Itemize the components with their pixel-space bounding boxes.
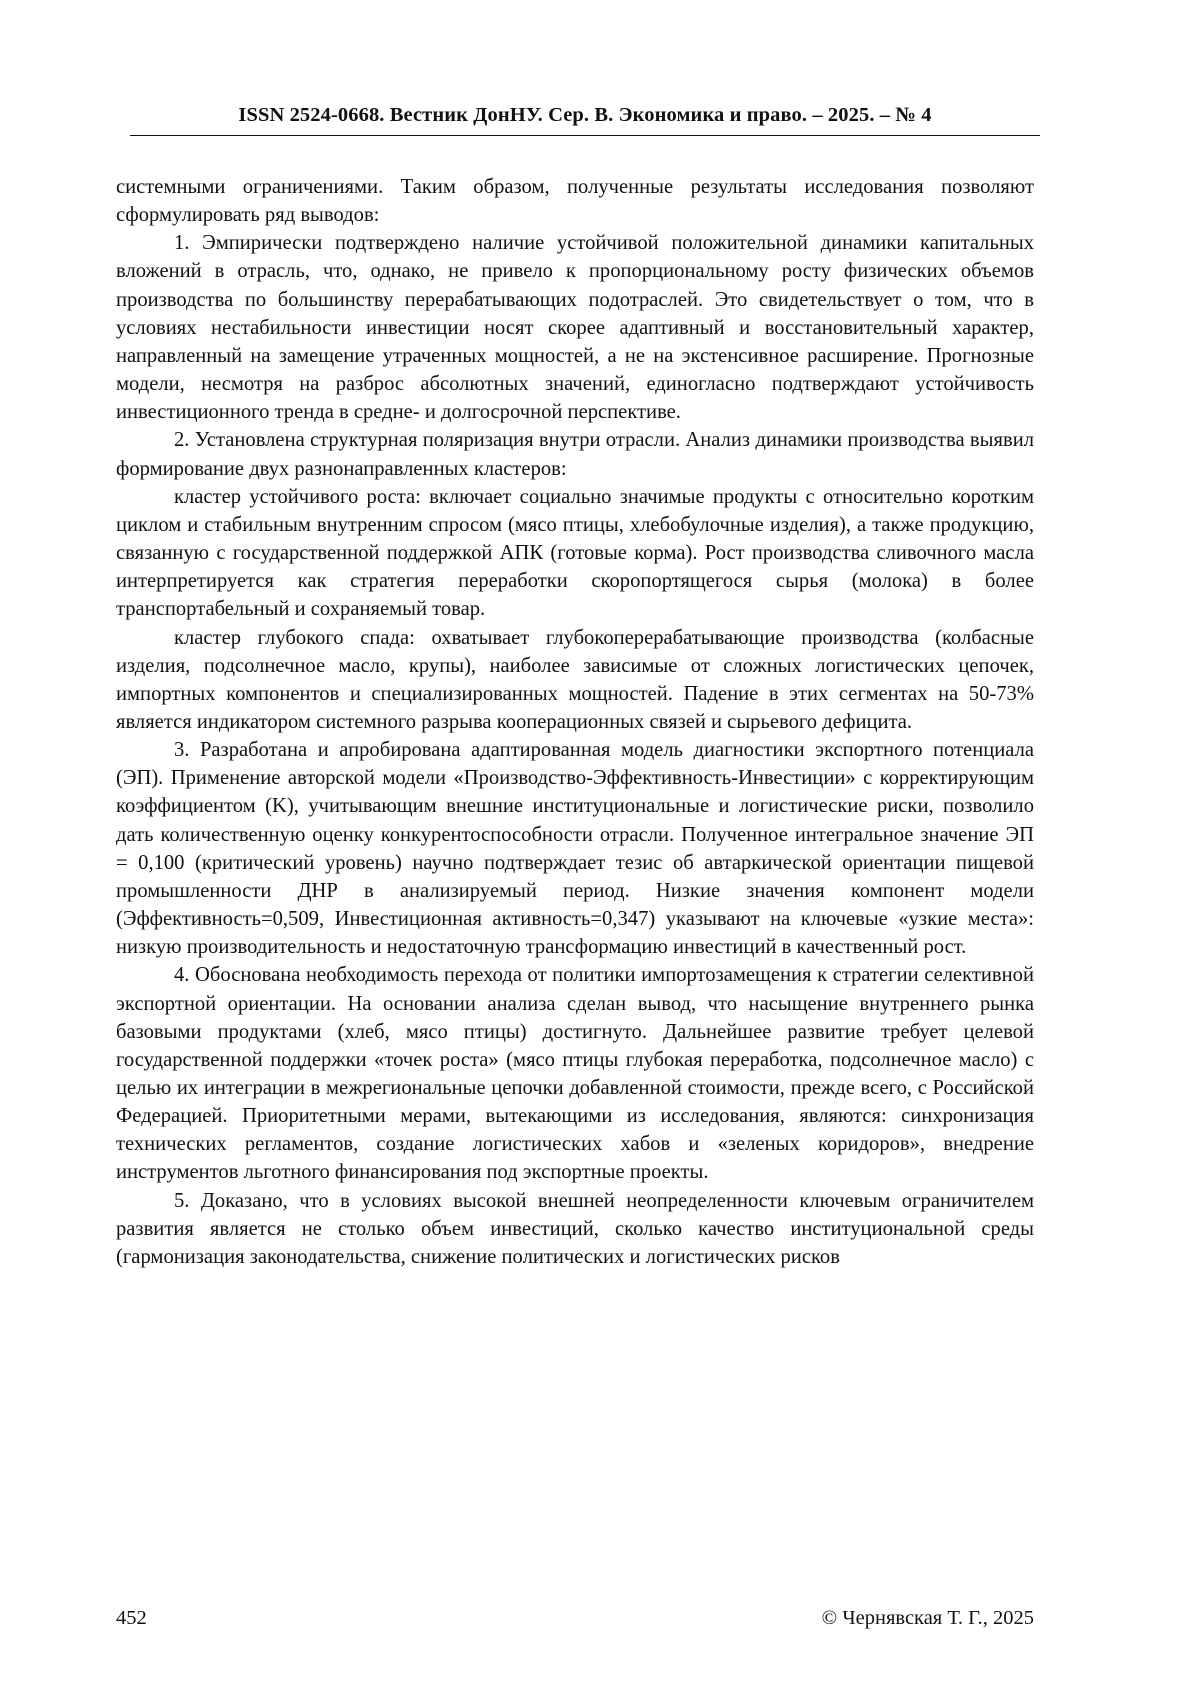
paragraph-conclusion-1: 1. Эмпирически подтверждено наличие устойчивой положительной динамики капитальных вложений в отрасль, что, однако, не привело к пропорциональному росту физических объемов производства по большинству перерабатывающих подотраслей. Это свидетельствует о том, что в условиях нестабильности инвестиции носят скорее адаптивный и восстановительный характер, направленный на замещение утраченных мощностей, а не на экстенсивное расширение. Прогнозные модели, несмотря на разброс абсолютных значений, единогласно подтверждают устойчивость инвестиционного тренда в средне- и долгосрочной перспективе. [116, 232, 1034, 424]
paragraph-conclusion-3: 3. Разработана и апробирована адаптированная модель диагностики экспортного потенциала (ЭП). Применение авторской модели «Производство-Эффективность-Инвестиции» с корректирующим коэффициентом (K), учитывающим внешние институциональные и логистические риски, позволило дать количественную оценку конкурентоспособности отрасли. Полученное интегральное значение ЭП = 0,100 (критический уровень) научно подтверждает тезис об автаркической ориентации пищевой промышленности ДНР в анализируемый период. Низкие значения компонент модели (Эффективность=0,509, Инвестиционная активность=0,347) указывают на ключевые «узкие места»: низкую производительность и недостаточную трансформацию инвестиций в качественный рост. [116, 739, 1034, 959]
running-header: ISSN 2524-0668. Вестник ДонНУ. Сер. В. Экономика и право. – 2025. – № 4 [238, 104, 932, 126]
paragraph-decline-cluster: кластер глубокого спада: охватывает глубокоперерабатывающие производства (колбасные изделия, подсолнечное масло, крупы), наиболее зависимые от сложных логистических цепочек, импортных компонентов и специализированных мощностей. Падение в этих сегментах на 50-73% является индикатором системного разрыва кооперационных связей и сырьевого дефицита. [116, 626, 1034, 733]
paragraph-continuation: системными ограничениями. Таким образом, полученные результаты исследования позволяют сформулировать ряд выводов: [116, 176, 1034, 227]
page-number: 452 [116, 1607, 147, 1629]
paragraph-conclusion-4: 4. Обоснована необходимость перехода от политики импортозамещения к стратегии селективной экспортной ориентации. На основании анализа сделан вывод, что насыщение внутреннего рынка базовыми продуктами (хлеб, мясо птицы) достигнуто. Дальнейшее развитие требует целевой государственной поддержки «точек роста» (мясо птицы глубокая переработка, подсолнечное масло) с целью их интеграции в межрегиональные цепочки добавленной стоимости, прежде всего, с Российской Федерацией. Приоритетными мерами, вытекающими из исследования, являются: синхронизация технических регламентов, создание логистических хабов и «зеленых коридоров», внедрение инструментов льготного финансирования под экспортные проекты. [116, 964, 1034, 1184]
paragraph-conclusion-5: 5. Доказано, что в условиях высокой внешней неопределенности ключевым ограничителем развития является не столько объем инвестиций, сколько качество институциональной среды (гармонизация законодательства, снижение политических и логистических рисков [116, 1189, 1034, 1268]
article-body [116, 173, 1034, 1271]
paragraph-conclusion-2: 2. Установлена структурная поляризация внутри отрасли. Анализ динамики производства выявил формирование двух разнонаправленных кластеров: [116, 429, 1034, 480]
copyright-notice: © Чернявская Т. Г., 2025 [821, 1607, 1034, 1629]
paragraph-growth-cluster: кластер устойчивого роста: включает социально значимые продукты с относительно коротким циклом и стабильным внутренним спросом (мясо птицы, хлебобулочные изделия), а также продукцию, связанную с государственной поддержкой АПК (готовые корма). Рост производства сливочного масла интерпретируется как стратегия переработки скоропортящегося сырья (молока) в более транспортабельный и сохраняемый товар. [116, 485, 1034, 621]
header-rule [130, 135, 1040, 136]
